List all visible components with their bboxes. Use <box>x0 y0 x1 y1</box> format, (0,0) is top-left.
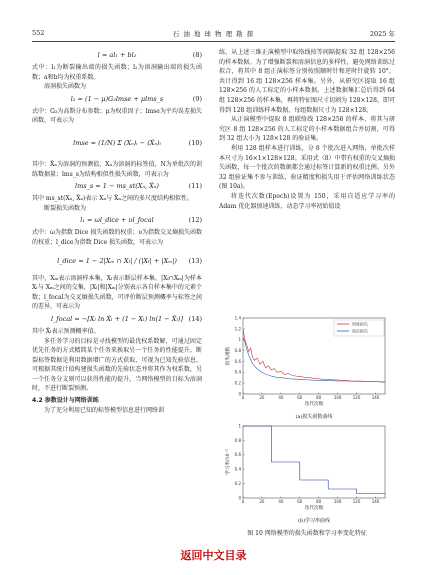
x-tick-label: 20 <box>259 395 265 400</box>
paragraph: 其中 X̂ₗ表示预测概率值。 <box>32 327 100 335</box>
learning-rate-chart <box>219 422 395 526</box>
y-tick-label: 1.4 <box>234 315 241 321</box>
y-tick-label: 0.2 <box>234 380 241 386</box>
paragraph: 将迭代次数(Epoch)设置为 150，采用自适应学习率的 Adam 优化器加速训练，动态学习率初始值设 <box>219 192 395 210</box>
equation-11: lms_s = 1 − ms_st(Xₙ, X̂ₙ) (11) <box>75 182 202 191</box>
y-tick-label: 0.8 <box>234 347 241 353</box>
paragraph: 断裂损失函数为 <box>44 204 87 212</box>
y-tick-label: 0.4 <box>234 369 241 375</box>
paragraph: 从正演模型中提取 8 组联络线 128×256 的样本，将其与研究区 8 组 128×256 的人工标定的小样本数据组合并切割，可得到 32 组大小为 128×128 的验证集。 <box>219 116 395 143</box>
y-tick-label: 1.2 <box>234 326 241 332</box>
y-tick-label: 0 <box>238 495 241 501</box>
y-tick-label: 1 <box>238 337 241 343</box>
paragraph: 其中：X̂ₙ为溶洞的预测值，Xₙ为溶洞的标签值，N为单批次的训练数据量；lms_s为结构相似性损失函数，可表示为 <box>32 160 202 178</box>
x-tick-label: 40 <box>278 499 284 504</box>
x-tick-label: 0 <box>241 395 245 400</box>
x-axis-label: 迭代次数 <box>304 402 324 407</box>
x-tick-label: 40 <box>278 395 284 400</box>
paragraph: 式中：ω为指数 Dice 损失函数的权重；υ为指数交叉熵损失函数的权重；l_dice为指数 Dice 损失函数，可表示为 <box>32 229 202 246</box>
equation-9: l₂ = (1 − μ)G₃lmse + μlms_s (9) <box>70 94 202 103</box>
paragraph: 利用 128 组样本进行训练，分 8 个批次进入网络，单批次样本尺寸为 16×1×128×128。采用式（8）中带有权重的交叉熵损失函数，每一个批次的数据都会通过标签计算新的权重比例。另外 32 组验证集不参与训练，验证精度和损失用于评估网络训练状态(图 10a)。 <box>219 144 395 191</box>
figure-caption: 图 10 网络模型的损失函数和学习率变化特征 <box>247 530 367 537</box>
loss-chart <box>219 312 395 422</box>
y-axis-label: 损失函数 <box>226 346 231 366</box>
running-header <box>32 28 395 42</box>
y-tick-label: 1 <box>238 423 241 429</box>
legend-label: 验证损失 <box>352 328 368 334</box>
equation-8: l = al₁ + bl₂ (8) <box>97 51 202 59</box>
x-tick-label: 60 <box>297 395 303 400</box>
left-column <box>32 48 202 415</box>
x-tick-label: 120 <box>352 395 361 400</box>
paragraph: 多任务学习的目标是寻找模型的最优权系数解，可通过固定优先任务的方式精简某个任务来换取另一个任务的性能提升。断裂标签数据是利用数据增广的方式获取，可视为已知先验信息，可根据其统计值构建损失函数的先验状态并将其作为权系数，另一个任务分支则可以获得性能的提升。当网络模型的目标为溶洞时，不进行断裂预测。 <box>32 337 202 393</box>
journal-name: 石 油 地 球 物 理 勘 探 <box>172 30 255 38</box>
x-tick-label: 60 <box>297 499 303 504</box>
page-number: 552 <box>32 29 45 37</box>
equation-13: l_dice = 1 − 2|Xₘ ∩ Xₗ| / (|Xₗ| + |Xₘ|) (13) <box>57 256 202 265</box>
y-tick-label: 0.2 <box>234 481 241 486</box>
paragraph: 其中，Xₘ表示溶洞样本集，Xₗ表示断层样本集，|Xₗ∩Xₘ|为样本 Xₗ与 Xₘ之间的交集，|Xₗ|和|Xₘ|分别表示各自样本集中的元素个数；l_focal为交叉熵损失函数，可评价断层预测概率与标签之间的差异，可表示为 <box>32 274 202 311</box>
paragraph: 溶洞损失函数为 <box>44 83 87 91</box>
plot-frame <box>243 426 385 498</box>
series-line-2 <box>243 337 385 382</box>
paragraph: 式中：l₁为断裂输出端的损失函数；l₂为溶洞输出端的损失函数；a和b均为权重系数。 <box>32 64 202 81</box>
return-to-contents-link[interactable]: 返回中文目录 <box>180 549 247 562</box>
figure-10 <box>219 312 395 526</box>
equation-10: lmse = (1/N) Σ (Xₙ)ᵢ − (X̂ₙ)ᵢ (10) <box>73 138 202 147</box>
y-tick-label: 0.8 <box>234 437 241 443</box>
x-tick-label: 0 <box>241 499 245 504</box>
x-tick-label: 80 <box>316 499 322 504</box>
paragraph: 式中：G₃为高斯分布参数；μ为权重因子；lmse为平均误差损失函数，可表示为 <box>32 107 202 125</box>
right-column <box>219 48 395 211</box>
x-tick-label: 140 <box>371 499 380 504</box>
paragraph: 为了充分利用已知的标签模型信息进行网络训 <box>44 406 165 414</box>
y-axis-label: 学习率/10⁻³ <box>226 449 231 475</box>
legend-label: 训练损失 <box>352 321 368 327</box>
x-axis-label: 迭代次数 <box>304 506 324 511</box>
paragraph: 其中 ms_st(Xₙ, X̂ₙ)表示 Xₙ与 X̂ₙ之间的多尺度结构相似性。 <box>32 195 193 203</box>
series-line-1 <box>243 329 385 382</box>
equation-14: l_focal = −[Xₗ ln X̂ₗ + (1 − Xₗ) ln(1 − X̂ₗ)] (14) <box>50 314 202 323</box>
subfigure-label: (b)学习率曲线 <box>297 518 331 524</box>
section-heading: 4.2 参数设计与网络训练 <box>32 397 99 405</box>
x-tick-label: 20 <box>259 499 265 504</box>
y-tick-label: 0.6 <box>234 358 241 364</box>
y-tick-label: 0 <box>238 391 241 397</box>
year: 2025 年 <box>369 30 395 38</box>
x-tick-label: 100 <box>333 499 342 504</box>
equation-12: l₁ = ωl_dice + υl_focal (12) <box>80 216 202 225</box>
x-tick-label: 80 <box>316 395 322 400</box>
x-tick-label: 100 <box>333 395 342 400</box>
series-line-1 <box>243 426 385 494</box>
subfigure-label: (a)损失函数曲线 <box>295 414 333 420</box>
x-tick-label: 120 <box>352 499 361 504</box>
y-tick-label: 0.6 <box>234 452 241 458</box>
x-tick-label: 140 <box>371 395 380 400</box>
paragraph: 练，从上述三维正演模型中取络线按等间隔提取 32 组 128×256 的样本数据。为了增强断裂和溶洞信息的多样性，避免网络训练过拟合，将其中 8 组正演标签分别按照顺时针和逆时针旋转 10°，共计得到 16 组 128×256 样本集。另外，从研究区提取 16 组 128×256 的人工标定的小样本数据。上述数据集汇总后得到 64 组 128×256 的样本集，再将特征图尺寸切割为 128×128，即可得到 128 组训练样本数据，每组数据尺寸为 128×128。 <box>219 49 395 114</box>
y-tick-label: 0.4 <box>234 466 241 472</box>
